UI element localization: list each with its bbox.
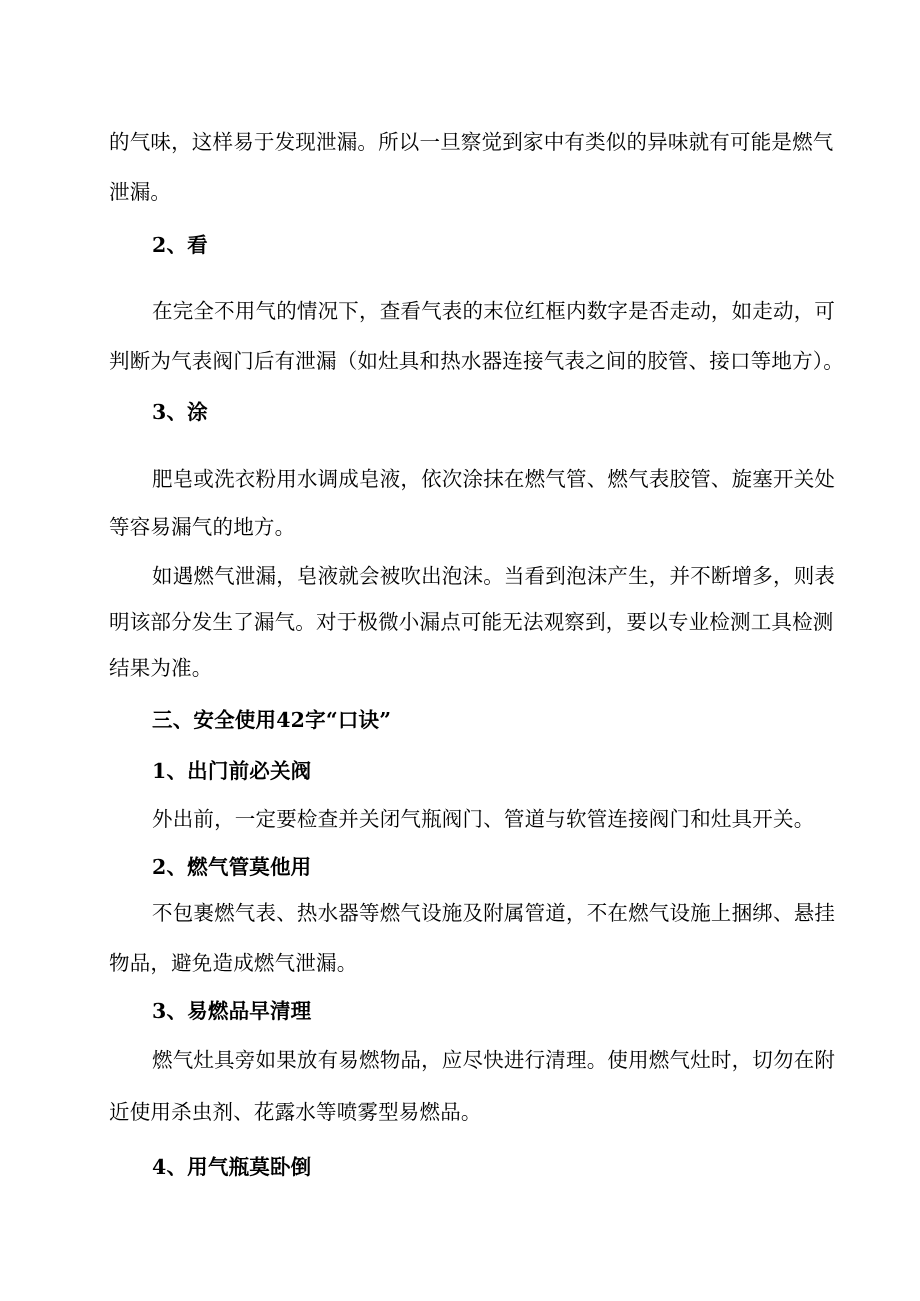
section-heading: 4、用气瓶莫卧倒: [152, 1155, 312, 1179]
paragraph-line: 的气味，这样易于发现泄漏。所以一旦察觉到家中有类似的异味就有可能是燃气: [109, 130, 834, 154]
paragraph-line: 如遇燃气泄漏，皂液就会被吹出泡沫。当看到泡沫产生，并不断增多，则表: [152, 564, 836, 588]
paragraph-line: 近使用杀虫剂、花露水等喷雾型易燃品。: [109, 1100, 482, 1124]
paragraph-line: 外出前，一定要检查并关闭气瓶阀门、管道与软管连接阀门和灶具开关。: [152, 807, 815, 831]
paragraph-line: 不包裹燃气表、热水器等燃气设施及附属管道，不在燃气设施上捆绑、悬挂: [152, 901, 836, 925]
paragraph-line: 泄漏。: [109, 180, 172, 204]
paragraph-line: 肥皂或洗衣粉用水调成皂液，依次涂抹在燃气管、燃气表胶管、旋塞开关处: [152, 467, 836, 491]
chapter-heading: 三、安全使用42字“口诀”: [152, 708, 392, 732]
section-heading: 3、涂: [152, 400, 208, 424]
paragraph-line: 燃气灶具旁如果放有易燃物品，应尽快进行清理。使用燃气灶时，切勿在附: [152, 1048, 836, 1072]
section-heading: 2、看: [152, 233, 208, 257]
paragraph-line: 判断为气表阀门后有泄漏（如灶具和热水器连接气表之间的胶管、接口等地方）。: [109, 349, 844, 373]
section-heading: 1、出门前必关阀: [152, 759, 312, 783]
paragraph-line: 在完全不用气的情况下，查看气表的末位红框内数字是否走动，如走动，可: [152, 299, 836, 323]
paragraph-line: 结果为准。: [109, 656, 213, 680]
section-heading: 3、易燃品早清理: [152, 999, 312, 1023]
paragraph-line: 物品，避免造成燃气泄漏。: [109, 951, 358, 975]
paragraph-line: 明该部分发生了漏气。对于极微小漏点可能无法观察到，要以专业检测工具检测: [109, 610, 834, 634]
section-heading: 2、燃气管莫他用: [152, 855, 312, 879]
paragraph-line: 等容易漏气的地方。: [109, 515, 296, 539]
